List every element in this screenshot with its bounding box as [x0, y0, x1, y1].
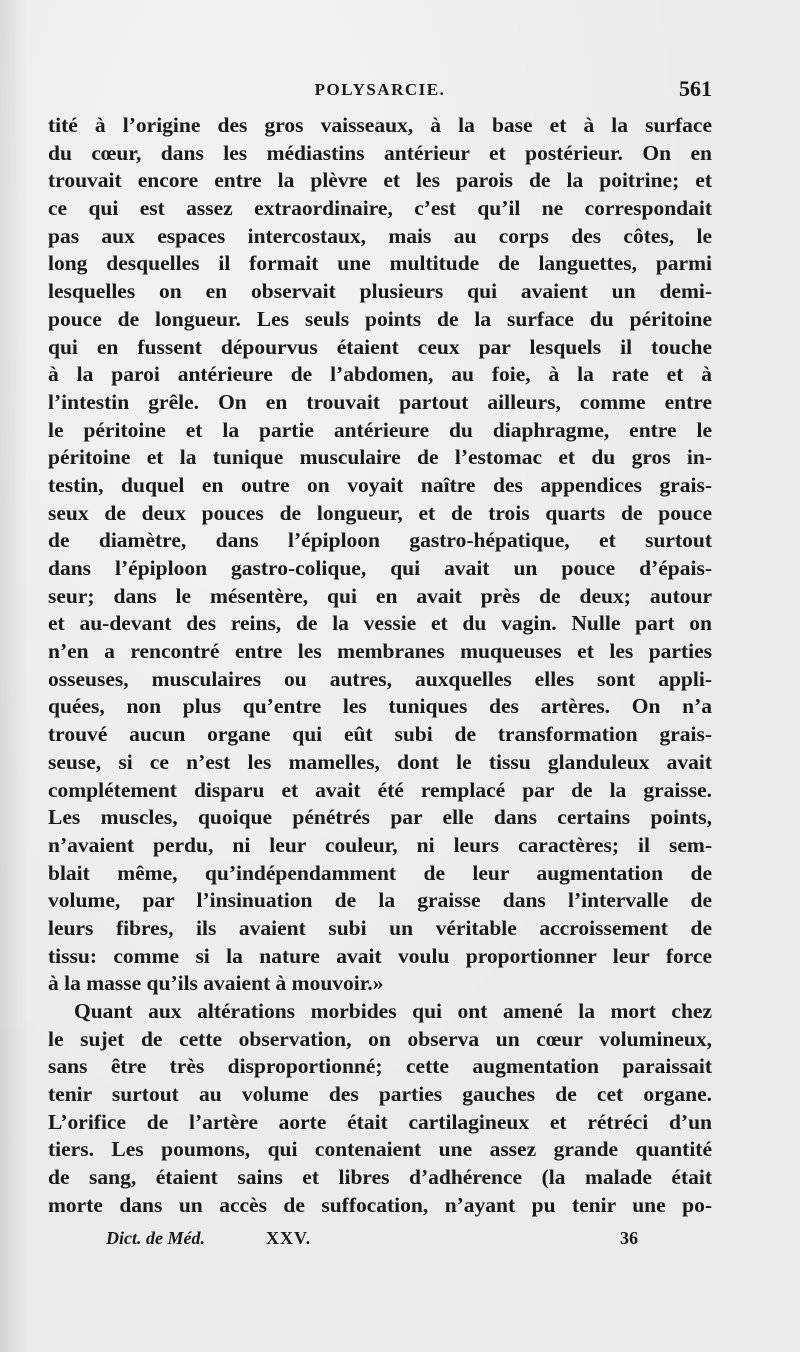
text-line: osseuses, musculaires ou autres, auxquelles elles sont appli-	[48, 666, 712, 691]
text-line: trouvé aucun organe qui eût subi de transformation grais-	[48, 722, 712, 747]
text-line: seuse, si ce n’est les mamelles, dont le tissu glanduleux avait	[48, 749, 712, 774]
text-line: tiers. Les poumons, qui contenaient une assez grande quantité	[48, 1137, 712, 1162]
text-line: péritoine et la tunique musculaire de l’estomac et du gros in-	[48, 445, 712, 470]
page-number: 561	[679, 76, 712, 101]
body-text	[48, 112, 712, 1220]
text-line: le péritoine et la partie antérieure du diaphragme, entre le	[48, 417, 712, 442]
text-line: pouce de longueur. Les seuls points de la surface du péritoine	[48, 306, 712, 331]
text-line: volume, par l’insinuation de la graisse dans l’intervalle de	[48, 888, 712, 913]
text-line: à la paroi antérieure de l’abdomen, au foie, à la rate et à	[48, 362, 712, 387]
signature-title: Dict. de Méd.	[106, 1228, 205, 1248]
text-line: pas aux espaces intercostaux, mais au corps des côtes, le	[48, 223, 712, 248]
text-line: long desquelles il formait une multitude de languettes, parmi	[48, 251, 712, 276]
text-line: tenir surtout au volume des parties gauches de cet organe.	[48, 1082, 712, 1107]
signature-volume: XXV.	[266, 1228, 312, 1248]
text-line: Les muscles, quoique pénétrés par elle dans certains points,	[48, 805, 712, 830]
text-line: lesquelles on en observait plusieurs qui avaient un demi-	[48, 279, 712, 304]
paragraph-start-line: Quant aux altérations morbides qui ont amené la mort chez	[74, 999, 712, 1023]
text-line: l’intestin grêle. On en trouvait partout ailleurs, comme entre	[48, 389, 712, 414]
paragraph-end-line: à la masse qu’ils avaient à mouvoir.»	[48, 971, 384, 996]
text-line: de sang, étaient sains et libres d’adhérence (la malade était	[48, 1165, 712, 1190]
text-line: tissu: comme si la nature avait voulu proportionner leur force	[48, 943, 712, 968]
text-line: blait même, qu’indépendamment de leur augmentation de	[48, 860, 712, 885]
text-line: complétement disparu et avait été remplacé par de la graisse.	[48, 777, 712, 802]
text-line: L’orifice de l’artère aorte était cartilagineux et rétréci d’un	[48, 1109, 712, 1134]
text-line: tité à l’origine des gros vaisseaux, à la base et à la surface	[48, 113, 712, 137]
running-head	[48, 76, 712, 104]
text-line: le sujet de cette observation, on observa un cœur volumineux,	[48, 1026, 712, 1051]
text-line: trouvait encore entre la plèvre et les parois de la poitrine; et	[48, 168, 712, 193]
text-line: dans l’épiploon gastro-colique, qui avait un pouce d’épais-	[48, 556, 712, 580]
text-line: de diamètre, dans l’épiploon gastro-hépatique, et surtout	[48, 528, 712, 553]
text-line: n’avaient perdu, ni leur couleur, ni leurs caractères; il sem-	[48, 832, 712, 857]
text-line: n’en a rencontré entre les membranes muqueuses et les parties	[48, 639, 712, 664]
running-title: POLYSARCIE.	[314, 80, 446, 99]
text-line: quées, non plus qu’entre les tuniques des artères. On n’a	[48, 694, 712, 719]
text-line: testin, duquel en outre on voyait naître des appendices grais-	[48, 472, 712, 497]
text-line: sans être très disproportionné; cette augmentation paraissait	[48, 1054, 712, 1079]
text-line: morte dans un accès de suffocation, n’ayant pu tenir une po-	[48, 1192, 712, 1217]
text-line: et au-devant des reins, de la vessie et du vagin. Nulle part on	[48, 611, 712, 636]
text-line: du cœur, dans les médiastins antérieur et postérieur. On en	[48, 140, 712, 165]
text-line: seux de deux pouces de longueur, et de trois quarts de pouce	[48, 500, 712, 525]
text-line: seur; dans le mésentère, qui en avait près de deux; autour	[48, 583, 712, 608]
signature-number: 36	[620, 1228, 638, 1248]
text-line: ce qui est assez extraordinaire, c’est qu’il ne correspondait	[48, 196, 712, 221]
signature-footer	[106, 1228, 646, 1254]
text-line: leurs fibres, ils avaient subi un véritable accroissement de	[48, 915, 712, 940]
text-line: qui en fussent dépourvus étaient ceux par lesquels il touche	[48, 334, 712, 359]
